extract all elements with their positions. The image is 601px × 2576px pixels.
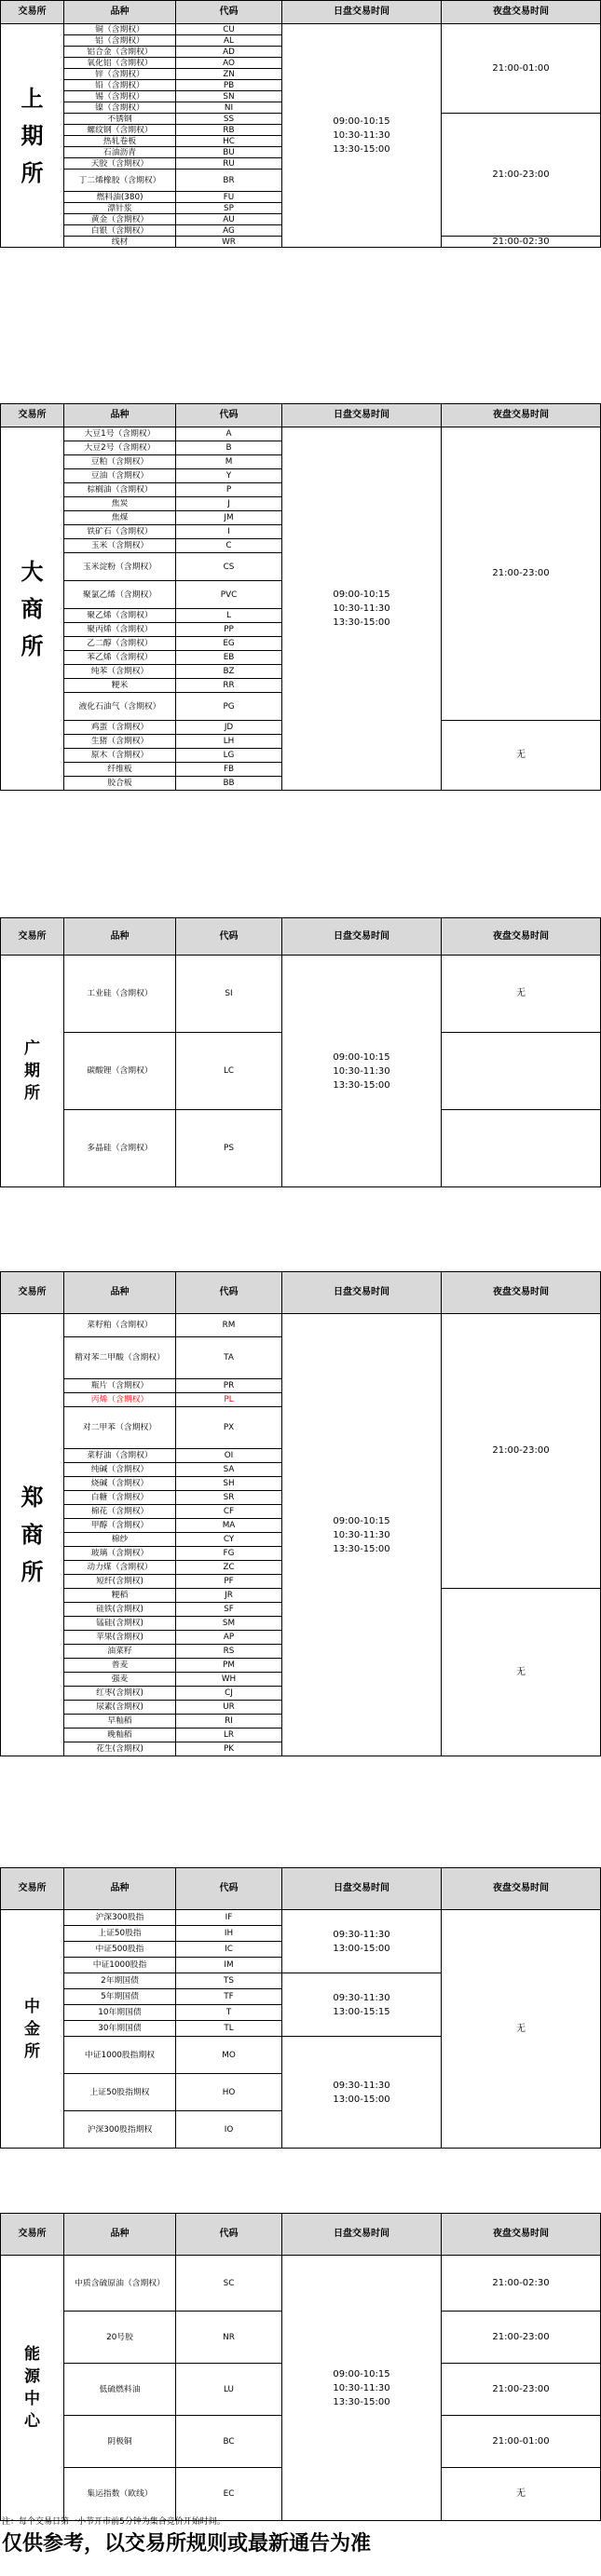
code-cell: PVC: [176, 581, 282, 609]
header-exchange: 交易所: [1, 1, 64, 24]
product-cell: 棕榈油（含期权）: [64, 483, 176, 497]
code-cell: SS: [176, 114, 282, 125]
header-exchange: 交易所: [1, 2214, 64, 2256]
product-cell: 上证50股指: [64, 1926, 176, 1942]
code-cell: PR: [176, 1379, 282, 1393]
product-cell: 氧化铝（含期权）: [64, 58, 176, 69]
code-cell: RM: [176, 1314, 282, 1337]
product-cell: 低硫燃料油: [64, 2364, 176, 2416]
product-cell: 大豆2号（含期权）: [64, 441, 176, 455]
code-cell: OI: [176, 1449, 282, 1463]
ine-rows: [1, 2256, 601, 2521]
code-cell: UR: [176, 1701, 282, 1715]
header-product: 品种: [64, 404, 176, 427]
code-cell: EG: [176, 637, 282, 651]
product-cell: 上证50股指期权: [64, 2074, 176, 2111]
day-session-cell: 09:00-10:15 10:30-11:30 13:30-15:00: [282, 427, 442, 791]
code-cell: AU: [176, 214, 282, 225]
header-exchange: 交易所: [1, 1272, 64, 1314]
product-cell: 晚籼稻: [64, 1729, 176, 1742]
code-cell: PP: [176, 623, 282, 637]
header-night: 夜盘交易时间: [442, 1868, 601, 1910]
code-cell: PL: [176, 1393, 282, 1407]
code-cell: IM: [176, 1958, 282, 1973]
code-cell: AG: [176, 225, 282, 237]
product-cell: 鸡蛋（含期权）: [64, 721, 176, 735]
code-cell: ZN: [176, 69, 282, 80]
code-cell: RS: [176, 1645, 282, 1659]
night-session-cell: 21:00-01:00: [442, 2416, 601, 2468]
day-session-cell: 09:30-11:30 13:00-15:00: [282, 1910, 442, 1973]
code-cell: AL: [176, 35, 282, 47]
product-cell: 镍（含期权）: [64, 102, 176, 114]
code-cell: AO: [176, 58, 282, 69]
code-cell: PF: [176, 1575, 282, 1589]
header-code: 代码: [176, 1272, 282, 1314]
header-night: 夜盘交易时间: [442, 2214, 601, 2256]
product-cell: 5年期国债: [64, 1989, 176, 2005]
shfe-rows: [1, 24, 601, 248]
table-row: [1, 24, 601, 35]
code-cell: SH: [176, 1477, 282, 1491]
code-cell: NI: [176, 102, 282, 114]
ine-table: [0, 2213, 601, 2521]
dce-rows: [1, 427, 601, 791]
footnote: 注：每个交易日第一小节开市前5分钟为集合竞价开始时间。: [2, 2517, 225, 2527]
product-cell: 10年期国债: [64, 2005, 176, 2021]
code-cell: RR: [176, 679, 282, 693]
product-cell: 中证500股指: [64, 1942, 176, 1958]
code-cell: MO: [176, 2037, 282, 2074]
product-cell: 纯碱（含期权）: [64, 1463, 176, 1477]
product-cell: 铁矿石（含期权）: [64, 525, 176, 539]
header-day: 日盘交易时间: [282, 2214, 442, 2256]
header-day: 日盘交易时间: [282, 1272, 442, 1314]
night-session-cell: 21:00-01:00: [442, 24, 601, 114]
product-cell: 天胶（含期权）: [64, 158, 176, 169]
product-cell: 原木（含期权）: [64, 749, 176, 763]
product-cell: 苯乙烯（含期权）: [64, 651, 176, 665]
product-cell: 丁二烯橡胶（含期权）: [64, 169, 176, 192]
shfe-table: [0, 0, 601, 248]
night-session-cell: 21:00-02:30: [442, 2256, 601, 2312]
product-cell: 铝合金（含期权）: [64, 47, 176, 58]
code-cell: BU: [176, 147, 282, 158]
code-cell: PS: [176, 1110, 282, 1187]
product-cell: 碳酸锂（含期权）: [64, 1033, 176, 1110]
gfex-table: [0, 917, 601, 1187]
product-cell: 丙烯（含期权）: [64, 1393, 176, 1407]
product-cell: 纯苯（含期权）: [64, 665, 176, 679]
day-session-cell: 09:30-11:30 13:00-15:00: [282, 2037, 442, 2149]
product-cell: 瓶片（含期权）: [64, 1379, 176, 1393]
day-session-cell: 09:30-11:30 13:00-15:15: [282, 1973, 442, 2037]
code-cell: LC: [176, 1033, 282, 1110]
code-cell: C: [176, 539, 282, 553]
product-cell: 胶合板: [64, 777, 176, 791]
code-cell: CJ: [176, 1687, 282, 1701]
code-cell: LR: [176, 1729, 282, 1742]
night-session-cell: 21:00-02:30: [442, 237, 601, 248]
exchange-name: 郑 商 所: [1, 1314, 64, 1756]
code-cell: L: [176, 609, 282, 623]
product-cell: 油菜籽: [64, 1645, 176, 1659]
header-code: 代码: [176, 2214, 282, 2256]
product-cell: 生猪（含期权）: [64, 735, 176, 749]
code-cell: EC: [176, 2468, 282, 2521]
dce-table: [0, 403, 601, 791]
code-cell: RU: [176, 158, 282, 169]
product-cell: 铅（含期权）: [64, 80, 176, 91]
cffex-rows: [1, 1910, 601, 2149]
header-night: 夜盘交易时间: [442, 918, 601, 956]
product-cell: 多晶硅（含期权）: [64, 1110, 176, 1187]
product-cell: 阴极铜: [64, 2416, 176, 2468]
code-cell: BB: [176, 777, 282, 791]
night-session-cell: 无: [442, 1910, 601, 2149]
day-session-cell: 09:00-10:15 10:30-11:30 13:30-15:00: [282, 956, 442, 1187]
table-row: [1, 427, 601, 441]
header-day: 日盘交易时间: [282, 1, 442, 24]
product-cell: 集运指数（欧线）: [64, 2468, 176, 2521]
header-day: 日盘交易时间: [282, 1868, 442, 1910]
product-cell: 精对苯二甲酸（含期权）: [64, 1337, 176, 1379]
product-cell: 菜籽油（含期权）: [64, 1449, 176, 1463]
code-cell: PG: [176, 693, 282, 721]
product-cell: 液化石油气（含期权）: [64, 693, 176, 721]
product-cell: 红枣(含期权): [64, 1687, 176, 1701]
product-cell: 粳米: [64, 679, 176, 693]
code-cell: JM: [176, 511, 282, 525]
code-cell: AD: [176, 47, 282, 58]
code-cell: JD: [176, 721, 282, 735]
product-cell: 玉米淀粉（含期权）: [64, 553, 176, 581]
code-cell: PM: [176, 1659, 282, 1673]
code-cell: SF: [176, 1603, 282, 1617]
code-cell: Y: [176, 469, 282, 483]
exchange-name: 上 期 所: [1, 24, 64, 248]
header-exchange: 交易所: [1, 1868, 64, 1910]
table-row: [1, 1910, 601, 1926]
night-session-cell: 21:00-23:00: [442, 2312, 601, 2364]
product-cell: 聚乙烯（含期权）: [64, 609, 176, 623]
code-cell: BC: [176, 2416, 282, 2468]
product-cell: 螺纹钢（含期权）: [64, 125, 176, 136]
code-cell: PX: [176, 1407, 282, 1449]
product-cell: 聚丙烯（含期权）: [64, 623, 176, 637]
night-session-cell: 21:00-23:00: [442, 2364, 601, 2416]
code-cell: SI: [176, 956, 282, 1033]
header-exchange: 交易所: [1, 918, 64, 956]
code-cell: JR: [176, 1589, 282, 1603]
product-cell: 早籼稻: [64, 1715, 176, 1729]
header-day: 日盘交易时间: [282, 918, 442, 956]
night-session-cell: 无: [442, 956, 601, 1033]
code-cell: SR: [176, 1491, 282, 1505]
product-cell: 强麦: [64, 1673, 176, 1687]
gfex-rows: [1, 956, 601, 1187]
product-cell: 花生(含期权): [64, 1742, 176, 1756]
code-cell: IO: [176, 2111, 282, 2149]
product-cell: 2年期国债: [64, 1973, 176, 1989]
product-cell: 20号胶: [64, 2312, 176, 2364]
code-cell: T: [176, 2005, 282, 2021]
code-cell: LH: [176, 735, 282, 749]
header-code: 代码: [176, 918, 282, 956]
night-session-cell: [442, 1033, 601, 1110]
product-cell: 中证1000股指期权: [64, 2037, 176, 2074]
product-cell: 乙二醇（含期权）: [64, 637, 176, 651]
header-product: 品种: [64, 918, 176, 956]
code-cell: LG: [176, 749, 282, 763]
disclaimer: 仅供参考，以交易所规则或最新通告为准: [2, 2531, 372, 2556]
code-cell: CU: [176, 24, 282, 35]
night-session-cell: 21:00-23:00: [442, 114, 601, 237]
code-cell: AP: [176, 1631, 282, 1645]
night-session-cell: [442, 1110, 601, 1187]
code-cell: IC: [176, 1942, 282, 1958]
code-cell: CS: [176, 553, 282, 581]
table-row: [1, 956, 601, 1033]
product-cell: 苹果(含期权): [64, 1631, 176, 1645]
night-session-cell: 无: [442, 1589, 601, 1756]
header-night: 夜盘交易时间: [442, 1, 601, 24]
product-cell: 工业硅（含期权）: [64, 956, 176, 1033]
night-session-cell: 21:00-23:00: [442, 1314, 601, 1589]
product-cell: 沪深300股指: [64, 1910, 176, 1926]
code-cell: FB: [176, 763, 282, 777]
code-cell: M: [176, 455, 282, 469]
header-product: 品种: [64, 2214, 176, 2256]
product-cell: 尿素(含期权): [64, 1701, 176, 1715]
product-cell: 漂针浆: [64, 203, 176, 214]
product-cell: 大豆1号（含期权）: [64, 427, 176, 441]
code-cell: CF: [176, 1505, 282, 1519]
code-cell: SN: [176, 91, 282, 102]
header-code: 代码: [176, 1868, 282, 1910]
product-cell: 燃料油(380): [64, 192, 176, 203]
product-cell: 石油沥青: [64, 147, 176, 158]
day-session-cell: 09:00-10:15 10:30-11:30 13:30-15:00: [282, 2256, 442, 2521]
czce-rows: [1, 1314, 601, 1756]
code-cell: EB: [176, 651, 282, 665]
product-cell: 锰硅(含期权): [64, 1617, 176, 1631]
night-session-cell: 无: [442, 2468, 601, 2521]
product-cell: 棉花（含期权）: [64, 1505, 176, 1519]
cffex-table: [0, 1867, 601, 2149]
day-session-cell: 09:00-10:15 10:30-11:30 13:30-15:00: [282, 24, 442, 248]
code-cell: ZC: [176, 1561, 282, 1575]
code-cell: I: [176, 525, 282, 539]
header-day: 日盘交易时间: [282, 404, 442, 427]
header-code: 代码: [176, 1, 282, 24]
code-cell: NR: [176, 2312, 282, 2364]
product-cell: 白银（含期权）: [64, 225, 176, 237]
product-cell: 聚氯乙烯（含期权）: [64, 581, 176, 609]
exchange-name: 中 金 所: [1, 1910, 64, 2149]
code-cell: BR: [176, 169, 282, 192]
header-product: 品种: [64, 1, 176, 24]
header-night: 夜盘交易时间: [442, 1272, 601, 1314]
day-session-cell: 09:00-10:15 10:30-11:30 13:30-15:00: [282, 1314, 442, 1756]
header-exchange: 交易所: [1, 404, 64, 427]
code-cell: BZ: [176, 665, 282, 679]
product-cell: 粳稻: [64, 1589, 176, 1603]
code-cell: LU: [176, 2364, 282, 2416]
product-cell: 线材: [64, 237, 176, 248]
product-cell: 黄金（含期权）: [64, 214, 176, 225]
product-cell: 硅铁(含期权): [64, 1603, 176, 1617]
product-cell: 甲醇（含期权）: [64, 1519, 176, 1533]
code-cell: A: [176, 427, 282, 441]
product-cell: 菜籽粕（含期权）: [64, 1314, 176, 1337]
code-cell: FG: [176, 1547, 282, 1561]
code-cell: FU: [176, 192, 282, 203]
product-cell: 豆油（含期权）: [64, 469, 176, 483]
code-cell: SP: [176, 203, 282, 214]
code-cell: PK: [176, 1742, 282, 1756]
table-row: [1, 2256, 601, 2312]
product-cell: 烧碱（含期权）: [64, 1477, 176, 1491]
code-cell: SC: [176, 2256, 282, 2312]
code-cell: SA: [176, 1463, 282, 1477]
header-code: 代码: [176, 404, 282, 427]
header-night: 夜盘交易时间: [442, 404, 601, 427]
product-cell: 棉纱: [64, 1533, 176, 1547]
product-cell: 30年期国债: [64, 2021, 176, 2037]
product-cell: 铝（含期权）: [64, 35, 176, 47]
exchange-name: 能 源 中 心: [1, 2256, 64, 2521]
product-cell: 短纤(含期权): [64, 1575, 176, 1589]
product-cell: 沪深300股指期权: [64, 2111, 176, 2149]
code-cell: PB: [176, 80, 282, 91]
product-cell: 锌（含期权）: [64, 69, 176, 80]
code-cell: J: [176, 497, 282, 511]
header-product: 品种: [64, 1272, 176, 1314]
code-cell: TS: [176, 1973, 282, 1989]
night-session-cell: 无: [442, 721, 601, 791]
code-cell: WH: [176, 1673, 282, 1687]
code-cell: TL: [176, 2021, 282, 2037]
code-cell: RI: [176, 1715, 282, 1729]
code-cell: MA: [176, 1519, 282, 1533]
code-cell: HO: [176, 2074, 282, 2111]
exchange-name: 大 商 所: [1, 427, 64, 791]
exchange-name: 广 期 所: [1, 956, 64, 1187]
product-cell: 中质含硫原油（含期权）: [64, 2256, 176, 2312]
code-cell: SM: [176, 1617, 282, 1631]
czce-table: [0, 1271, 601, 1756]
product-cell: 对二甲苯（含期权）: [64, 1407, 176, 1449]
code-cell: RB: [176, 125, 282, 136]
code-cell: IF: [176, 1910, 282, 1926]
product-cell: 不锈钢: [64, 114, 176, 125]
product-cell: 玻璃（含期权）: [64, 1547, 176, 1561]
code-cell: WR: [176, 237, 282, 248]
night-session-cell: 21:00-23:00: [442, 427, 601, 721]
product-cell: 锡（含期权）: [64, 91, 176, 102]
product-cell: 热轧卷板: [64, 136, 176, 147]
code-cell: P: [176, 483, 282, 497]
product-cell: 普麦: [64, 1659, 176, 1673]
product-cell: 白糖（含期权）: [64, 1491, 176, 1505]
code-cell: TA: [176, 1337, 282, 1379]
product-cell: 动力煤（含期权）: [64, 1561, 176, 1575]
table-row: [1, 1314, 601, 1337]
code-cell: IH: [176, 1926, 282, 1942]
code-cell: B: [176, 441, 282, 455]
header-product: 品种: [64, 1868, 176, 1910]
product-cell: 纤维板: [64, 763, 176, 777]
code-cell: TF: [176, 1989, 282, 2005]
product-cell: 豆粕（含期权）: [64, 455, 176, 469]
product-cell: 焦煤: [64, 511, 176, 525]
product-cell: 中证1000股指: [64, 1958, 176, 1973]
code-cell: CY: [176, 1533, 282, 1547]
product-cell: 铜（含期权）: [64, 24, 176, 35]
product-cell: 玉米（含期权）: [64, 539, 176, 553]
product-cell: 焦炭: [64, 497, 176, 511]
code-cell: HC: [176, 136, 282, 147]
